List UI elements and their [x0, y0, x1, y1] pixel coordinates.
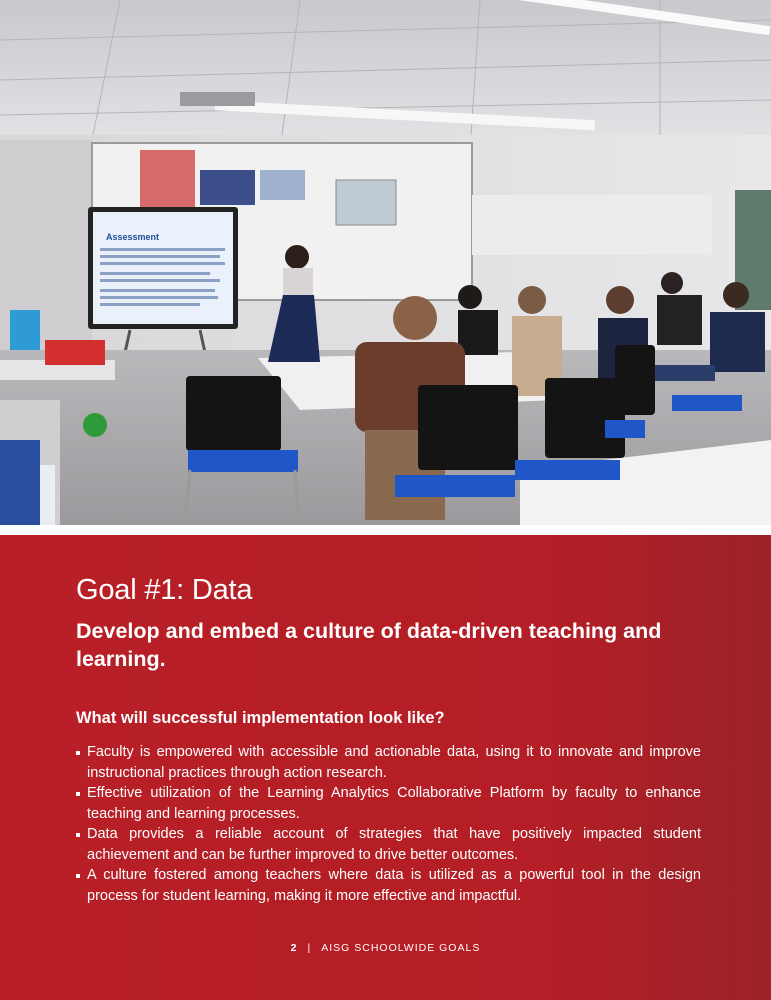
photo-divider — [0, 525, 771, 535]
page-number: 2 — [290, 942, 298, 954]
bullet-icon — [76, 792, 80, 796]
list-item — [76, 783, 701, 824]
bullet-text: Effective utilization of the Learning Analytics Collaborative Platform by faculty to enhance teaching and learning processes. — [87, 785, 701, 822]
svg-text:Assessment: Assessment — [106, 232, 160, 242]
implementation-list — [76, 742, 701, 906]
bullet-text: Data provides a reliable account of strategies that have positively impacted student achievement and can be further improved to drive better outcomes. — [87, 826, 701, 863]
bullet-icon — [76, 874, 80, 878]
list-item — [76, 865, 701, 906]
goal-title: Goal #1: Data — [76, 574, 253, 606]
list-item — [76, 742, 701, 783]
page-footer — [0, 942, 771, 954]
footer-separator: | — [307, 942, 312, 954]
footer-section-title: AISG SCHOOLWIDE GOALS — [321, 942, 481, 954]
bullet-icon — [76, 833, 80, 837]
bullet-icon — [76, 751, 80, 755]
implementation-heading: What will successful implementation look like? — [76, 709, 445, 727]
list-item — [76, 824, 701, 865]
bullet-text: Faculty is empowered with accessible and actionable data, using it to innovate and improve instructional practices through action research. — [87, 744, 701, 781]
goal-subtitle: Develop and embed a culture of data-driven teaching and learning. — [76, 619, 662, 671]
bullet-text: A culture fostered among teachers where data is utilized as a powerful tool in the design process for student learning, making it more effective and impactful. — [87, 867, 701, 904]
